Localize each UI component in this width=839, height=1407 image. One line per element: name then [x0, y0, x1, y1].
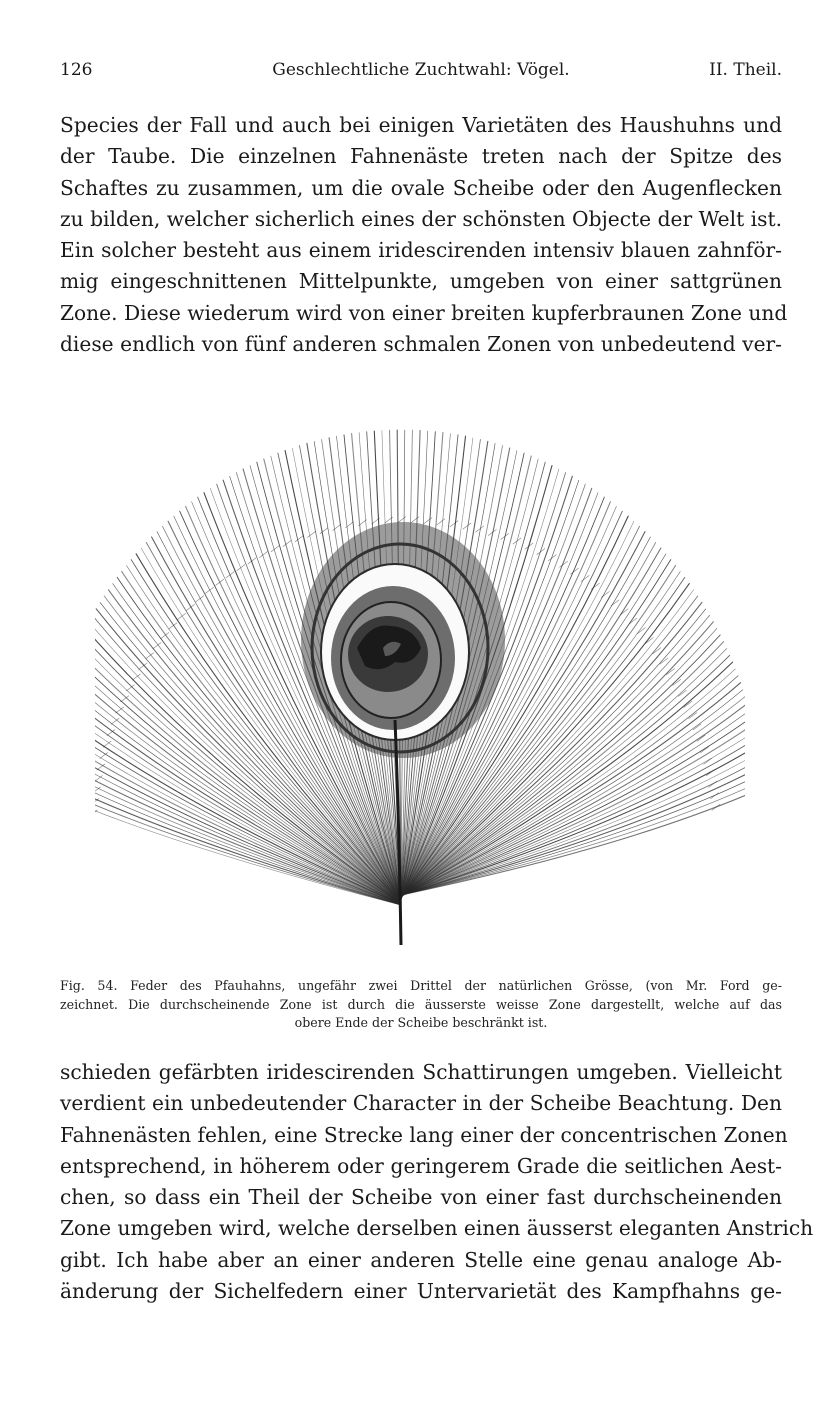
page-number: 126 [60, 60, 93, 80]
text-line: Species der Fall und auch bei einigen Varietäten des Haushuhns und [60, 113, 782, 137]
text-line: verdient ein unbedeutender Character in der Scheibe Beachtung. Den [60, 1091, 782, 1116]
eye-spot [301, 522, 505, 758]
feather-hatch [463, 523, 471, 529]
feather-hatch [196, 596, 204, 602]
text-line: Ein solcher besteht aus einem iridescirenden intensiv blauen zahnför- [60, 238, 782, 263]
feather-hatch [424, 518, 432, 524]
feather-hatch [295, 536, 303, 542]
feather-hatch [701, 747, 709, 753]
feather-hatch [693, 724, 701, 730]
peacock-feather-icon [95, 390, 745, 955]
feather-hatch [226, 572, 234, 578]
caption-line: obere Ende der Scheibe beschränkt ist. [294, 1015, 548, 1030]
feather-hatch [237, 565, 245, 571]
text-line: Zone umgeben wird, welche derselben einen äusserst eleganten Anstrich [60, 1216, 814, 1241]
running-title: Geschlechtliche Zuchtwahl: Vögel. [272, 60, 570, 80]
text-line: entsprechend, in höherem oder geringerem Grade die seitlichen Aest- [60, 1153, 782, 1178]
caption-line: Fig. 54. Feder des Pfauhahns, ungefähr zwei Drittel der natürlichen Grösse, (von Mr. Ford ge- [60, 978, 782, 993]
text-line: Fahnenästen fehlen, eine Strecke lang einer der concentrischen Zonen [60, 1122, 788, 1147]
text-line: chen, so dass ein Theil der Scheibe von einer fast durchscheinenden [60, 1185, 782, 1210]
feather-hatch [437, 519, 445, 525]
paragraph-bottom [60, 1057, 814, 1307]
running-header [60, 60, 782, 88]
feather-hatch [697, 735, 705, 741]
text-line: zu bilden, welcher sicherlich eines der schönsten Objecte der Welt ist. [60, 206, 782, 231]
feather-hatch [178, 614, 186, 620]
feather-hatch [398, 517, 406, 523]
paragraph-top [60, 110, 788, 360]
text-line: diese endlich von fünf anderen schmalen Zonen von unbedeutend ver- [60, 332, 782, 357]
text-line: der Taube. Die einzelnen Fahnenäste treten nach der Spitze des [60, 144, 782, 169]
feather-hatch [476, 526, 484, 532]
text-line: gibt. Ich habe aber an einer anderen Stelle eine genau analoge Ab- [60, 1247, 782, 1272]
feather-hatch [704, 758, 712, 764]
feather-hatch [216, 579, 224, 585]
figure-caption [60, 977, 782, 1033]
feather-hatch [450, 521, 458, 527]
text-line: mig eingeschnittenen Mittelpunkte, umgeben von einer sattgrünen [60, 269, 782, 294]
peacock-feather-figure [95, 390, 745, 955]
text-line: Zone. Diese wiederum wird von einer breiten kupferbraunen Zone und [60, 300, 788, 325]
feather-hatch [206, 587, 214, 593]
feather-hatch [308, 531, 316, 537]
text-line: Schaftes zu zusammen, um die ovale Scheibe oder den Augenflecken [60, 175, 782, 200]
part-label: II. Theil. [709, 60, 782, 80]
feather-hatch [283, 541, 291, 547]
feather-hatch [103, 741, 111, 747]
text-line: schieden gefärbten iridescirenden Schattirungen umgeben. Vielleicht [60, 1060, 782, 1084]
feather-hatch [711, 793, 719, 799]
text-line: änderung der Sichelfedern einer Untervarietät des Kampfhahns ge- [60, 1279, 782, 1304]
caption-line: zeichnet. Die durchscheinende Zone ist durch die äusserste weisse Zone dargestellt, welche auf das [60, 996, 782, 1012]
feather-hatch [271, 546, 279, 552]
